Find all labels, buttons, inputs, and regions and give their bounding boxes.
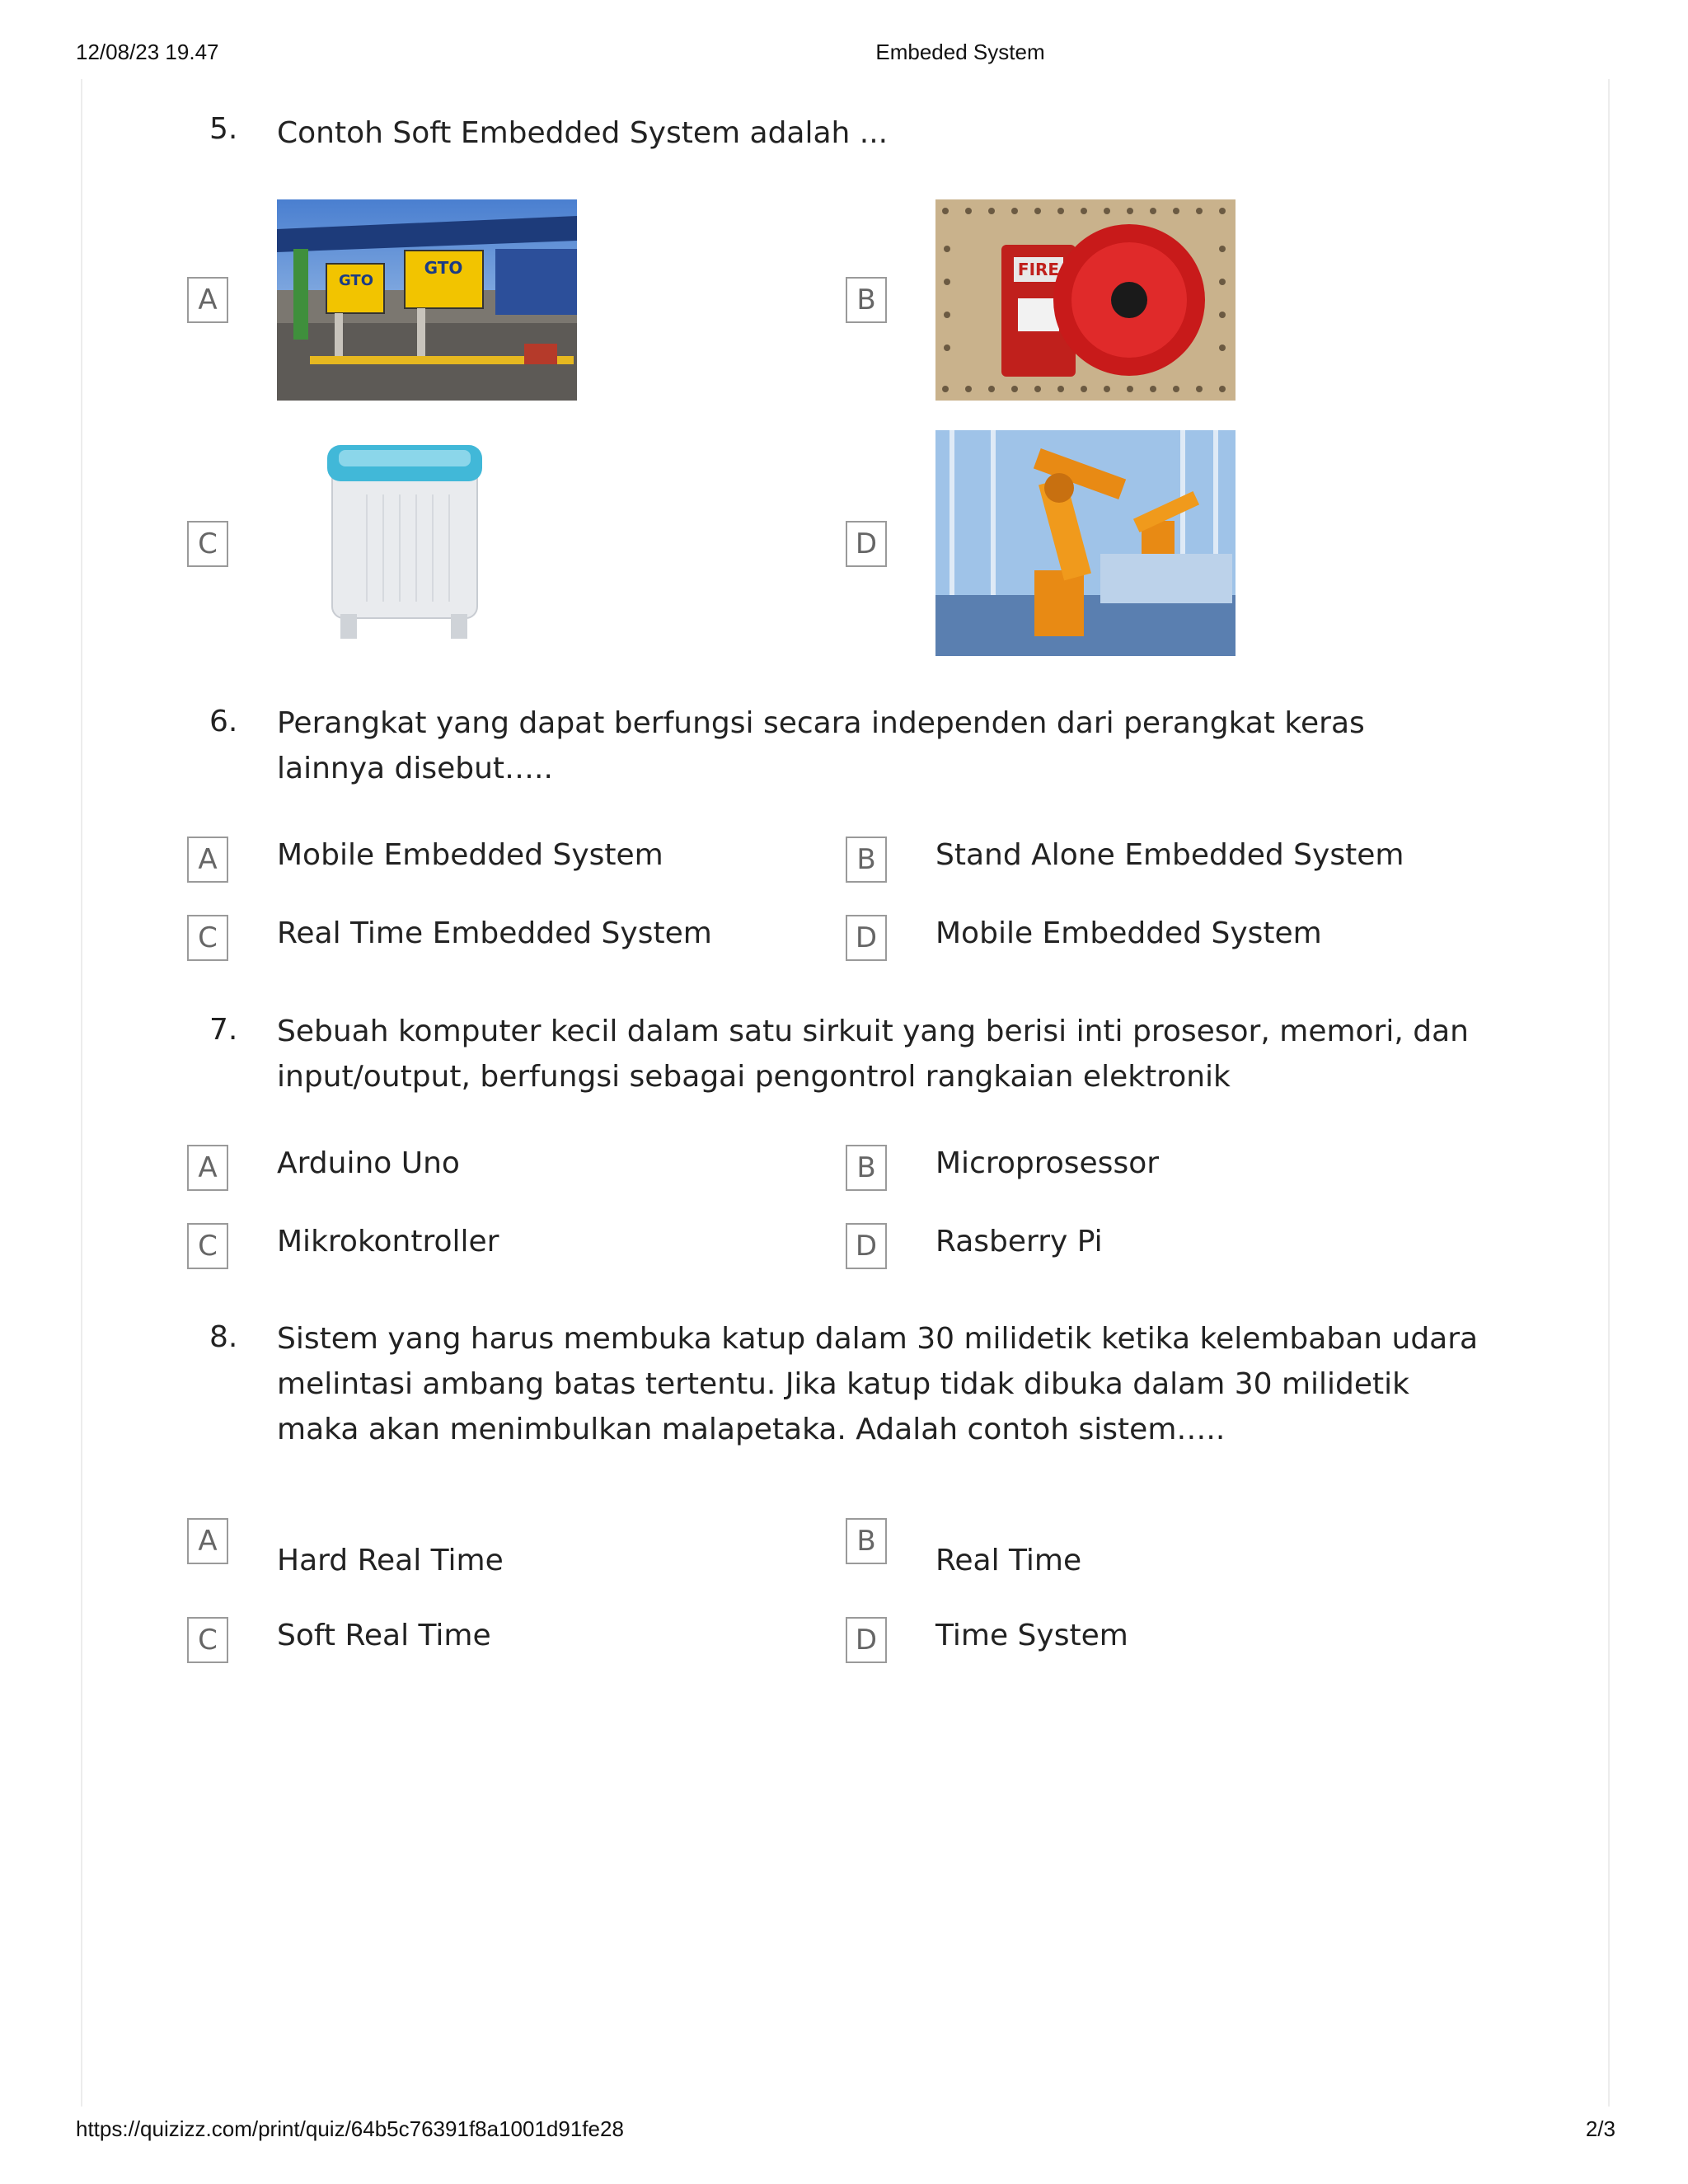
- question-number: 8.: [209, 1320, 238, 1354]
- option-letter-c[interactable]: C: [187, 1223, 228, 1269]
- page-number: 2/3: [1585, 2116, 1615, 2141]
- fire-label-text: FIRE: [1017, 260, 1060, 279]
- washing-machine-image[interactable]: [317, 437, 490, 648]
- question-text: Sistem yang harus membuka katup dalam 30 milidetik ketika kelembaban udara melintasi ambang batas tertentu. Jika katup tidak dibuka dalam 30 milidetik maka akan menimbulkan malapetaka. Adalah contoh sistem…..: [277, 1322, 1479, 1446]
- option-letter-c[interactable]: C: [187, 915, 228, 961]
- option-label-b[interactable]: Microprosessor: [935, 1146, 1160, 1180]
- option-letter-d[interactable]: D: [846, 915, 887, 961]
- source-url[interactable]: https://quizizz.com/print/quiz/64b5c76391f8a1001d91fe28: [76, 2116, 624, 2141]
- option-letter-b[interactable]: B: [846, 1145, 887, 1191]
- page-frame-left: [81, 79, 82, 2107]
- document-title: Embeded System: [875, 40, 1045, 64]
- option-letter-d[interactable]: D: [846, 1223, 887, 1269]
- option-label-b[interactable]: Real Time: [935, 1544, 1082, 1577]
- option-letter-d[interactable]: D: [846, 1617, 887, 1663]
- gto-sign-text-2: GTO: [424, 258, 463, 278]
- option-letter-d[interactable]: D: [846, 521, 887, 567]
- question-text: Sebuah komputer kecil dalam satu sirkuit yang berisi inti prosesor, memori, dan input/output, berfungsi sebagai pengontrol rangkaian elektronik: [277, 1015, 1469, 1094]
- option-letter-a[interactable]: A: [187, 837, 228, 883]
- option-label-a[interactable]: Arduino Uno: [277, 1146, 460, 1180]
- gto-sign-text: GTO: [338, 272, 374, 289]
- option-label-a[interactable]: Mobile Embedded System: [277, 838, 663, 872]
- option-letter-a[interactable]: A: [187, 1145, 228, 1191]
- option-label-a[interactable]: Hard Real Time: [277, 1544, 504, 1577]
- page-frame-right: [1608, 79, 1610, 2107]
- option-letter-a[interactable]: A: [187, 1518, 228, 1564]
- option-letter-b[interactable]: B: [846, 837, 887, 883]
- option-label-d[interactable]: Time System: [935, 1619, 1128, 1652]
- option-label-c[interactable]: Mikrokontroller: [277, 1225, 499, 1258]
- option-letter-c[interactable]: C: [187, 1617, 228, 1663]
- fire-alarm-bell-image[interactable]: [935, 199, 1236, 401]
- option-letter-a[interactable]: A: [187, 277, 228, 323]
- industrial-robot-arm-image[interactable]: [935, 430, 1236, 656]
- print-datetime: 12/08/23 19.47: [76, 40, 219, 64]
- toll-gate-gto-image[interactable]: [277, 199, 577, 401]
- option-letter-b[interactable]: B: [846, 1518, 887, 1564]
- option-label-d[interactable]: Mobile Embedded System: [935, 916, 1322, 950]
- option-letter-c[interactable]: C: [187, 521, 228, 567]
- option-label-c[interactable]: Real Time Embedded System: [277, 916, 712, 950]
- question-text: Contoh Soft Embedded System adalah ...: [277, 116, 889, 150]
- question-number: 7.: [209, 1013, 238, 1047]
- option-label-b[interactable]: Stand Alone Embedded System: [935, 838, 1404, 872]
- question-text: Perangkat yang dapat berfungsi secara independen dari perangkat keras lainnya disebut…..: [277, 706, 1365, 785]
- option-label-c[interactable]: Soft Real Time: [277, 1619, 491, 1652]
- option-label-d[interactable]: Rasberry Pi: [935, 1225, 1103, 1258]
- question-number: 6.: [209, 705, 238, 738]
- option-letter-b[interactable]: B: [846, 277, 887, 323]
- question-number: 5.: [209, 112, 238, 146]
